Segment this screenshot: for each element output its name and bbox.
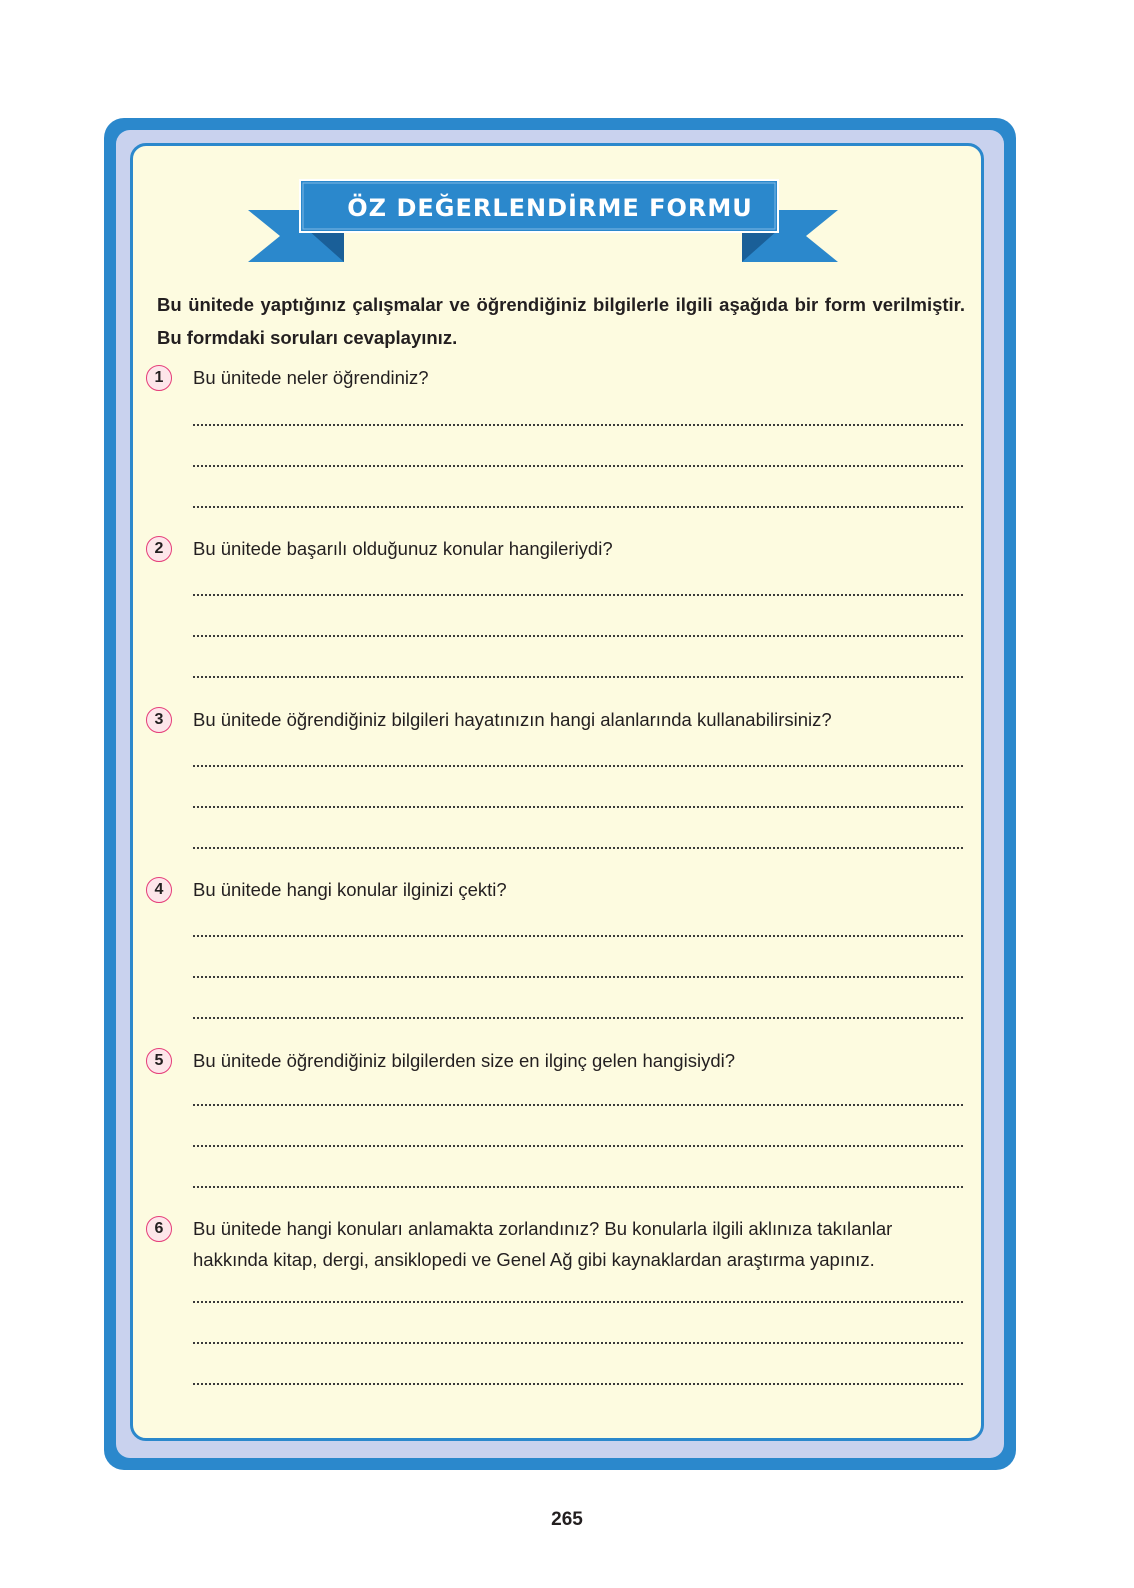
question-text: Bu ünitede hangi konuları anlamakta zorlandınız? Bu konularla ilgili aklınıza takılanlar hakkında kitap, dergi, ansiklopedi ve Genel Ağ gibi kaynaklardan araştırma yapınız. [193,1218,893,1270]
question-text: Bu ünitede başarılı olduğunuz konular hangileriydi? [193,538,613,559]
answer-line[interactable] [193,1342,963,1344]
form-title: ÖZ DEĞERLENDİRME FORMU [347,194,753,222]
question-text: Bu ünitede öğrendiğiniz bilgileri hayatınızın hangi alanlarında kullanabilirsiniz? [193,709,832,730]
answer-line[interactable] [193,635,963,637]
answer-line[interactable] [193,676,963,678]
question-text: Bu ünitede öğrendiğiniz bilgilerden size en ilginç gelen hangisiydi? [193,1050,736,1071]
question-number-badge: 3 [146,707,172,733]
answer-line[interactable] [193,806,963,808]
answer-line[interactable] [193,465,963,467]
answer-line[interactable] [193,1017,963,1019]
answer-line[interactable] [193,1186,963,1188]
question-number-badge: 1 [146,365,172,391]
answer-line[interactable] [193,1301,963,1303]
answer-line[interactable] [193,976,963,978]
answer-line[interactable] [193,1145,963,1147]
question-text: Bu ünitede neler öğrendiniz? [193,367,429,388]
page-number: 265 [551,1509,583,1530]
answer-line[interactable] [193,1104,963,1106]
question-number-badge: 6 [146,1216,172,1242]
question-number-badge: 2 [146,536,172,562]
answer-line[interactable] [193,506,963,508]
answer-line[interactable] [193,424,963,426]
question-number-badge: 5 [146,1048,172,1074]
question-text: Bu ünitede hangi konular ilginizi çekti? [193,879,507,900]
answer-line[interactable] [193,847,963,849]
answer-line[interactable] [193,765,963,767]
intro-paragraph: Bu ünitede yaptığınız çalışmalar ve öğrendiğiniz bilgilerle ilgili aşağıda bir form verilmiştir. Bu formdaki soruları cevaplayınız. [157,294,965,348]
question-number-badge: 4 [146,877,172,903]
answer-line[interactable] [193,1383,963,1385]
answer-line[interactable] [193,594,963,596]
answer-line[interactable] [193,935,963,937]
